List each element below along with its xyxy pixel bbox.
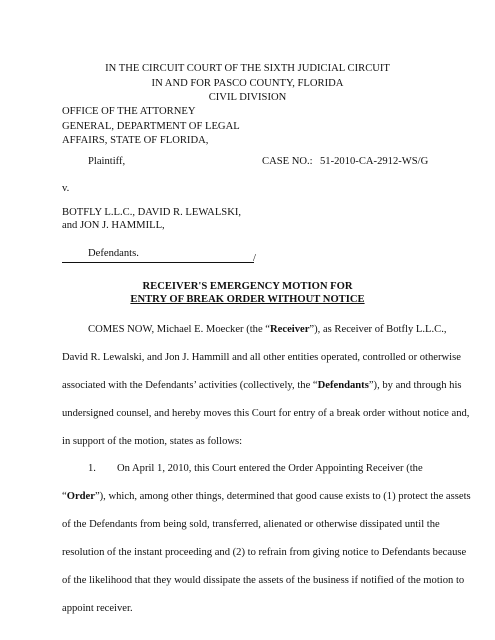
defendants-line-2: and JON J. HAMMILL, [62,220,165,231]
versus: v. [62,183,70,194]
case-number-label: CASE NO.: [262,156,313,167]
intro-line-1 [88,323,447,337]
court-line-2: IN AND FOR PASCO COUNTY, FLORIDA [151,77,344,89]
para-1-line-4: resolution of the instant proceeding and (2) to refrain from giving notice to Defendants because [62,547,467,558]
para-1-line-2-c: ”), which, among other things, determined that good cause exists to (1) protect the assets [94,491,471,502]
plaintiff-line-2: GENERAL, DEPARTMENT OF LEGAL [62,120,240,132]
para-1-line-1: On April 1, 2010, this Court entered the Order Appointing Receiver (the [117,463,423,474]
plaintiff-name [62,105,240,149]
defendants-line-1: BOTFLY L.L.C., DAVID R. LEWALSKI, [62,207,242,218]
para-1-line-2-a: “ [62,491,67,502]
defendants-term: Defendants [317,380,369,391]
order-term: Order [66,491,95,502]
para-1-line-6: appoint receiver. [62,603,133,614]
caption-slash: / [253,253,256,264]
intro-line-1-a: COMES NOW, Michael E. Moecker (the “ [88,324,271,335]
motion-title-line-2-wrap [0,293,495,306]
court-line-3: CIVIL DIVISION [208,92,287,103]
defendants-role: Defendants. [88,248,139,259]
plaintiff-role: Plaintiff, [88,156,126,167]
caption-rule [62,262,254,263]
motion-title-line-1: RECEIVER'S EMERGENCY MOTION FOR [142,281,353,292]
court-caption [0,62,495,106]
motion-title-line-2: ENTRY OF BREAK ORDER WITHOUT NOTICE [130,294,365,305]
para-1-line-5: of the likelihood that they would dissipate the assets of the business if notified of the motion to [62,575,465,586]
intro-line-3-c: ”), by and through his [368,380,462,391]
receiver-term: Receiver [270,324,310,335]
para-1-number: 1. [88,463,96,474]
intro-line-5: in support of the motion, states as follows: [62,436,243,447]
intro-line-4: undersigned counsel, and hereby moves this Court for entry of a break order without notice and, [62,408,470,419]
motion-title [0,280,495,306]
plaintiff-line-3: AFFAIRS, STATE OF FLORIDA, [62,135,209,146]
para-1-line-3: of the Defendants from being sold, transferred, alienated or otherwise dissipated until the [62,519,440,530]
intro-line-3 [62,379,462,393]
defendants-name [62,206,241,232]
case-number: 51-2010-CA-2912-WS/G [320,156,429,167]
intro-line-1-c: ”), as Receiver of Botfly L.L.C., [309,324,447,335]
intro-line-2: David R. Lewalski, and Jon J. Hammill and all other entities operated, controlled or otherwise [62,352,461,363]
court-line-1: IN THE CIRCUIT COURT OF THE SIXTH JUDICIAL CIRCUIT [105,63,390,74]
intro-line-3-a: associated with the Defendants’ activities (collectively, the “ [62,380,318,391]
para-1-line-2 [62,490,471,504]
plaintiff-line-1: OFFICE OF THE ATTORNEY [62,106,196,117]
